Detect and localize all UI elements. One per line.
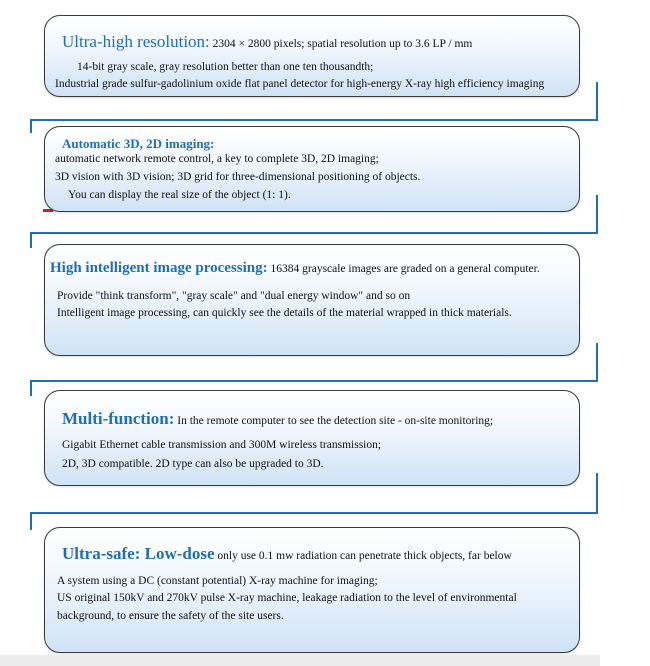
feature-panel-resolution (44, 15, 580, 97)
panel-text-line: Industrial grade sulfur-gadolinium oxide flat panel detector for high-energy X-ray high efficiency imaging (55, 78, 545, 90)
panel-heading-line (50, 259, 540, 277)
panel-text-line: background, to ensure the safety of the site users. (57, 610, 284, 622)
panel-text-line: automatic network remote control, a key to complete 3D, 2D imaging; (55, 153, 379, 165)
panel-heading-line (62, 32, 472, 52)
feature-panel-safety (44, 527, 580, 653)
panel-heading-line (62, 409, 493, 429)
connector-4-5-drop (30, 512, 32, 530)
connector-2-3-drop (30, 232, 32, 248)
panel-text-line: US original 150kV and 270kV pulse X-ray machine, leakage radiation to the level of environmental (57, 592, 517, 604)
panel-heading-detail: only use 0.1 mw radiation can penetrate thick objects, far below (214, 550, 512, 562)
panel-text-line: Provide "think transform", "gray scale" and "dual energy window" and so on (57, 290, 411, 302)
panel-heading-detail: In the remote computer to see the detection site - on-site monitoring; (174, 415, 494, 427)
panel-text-line: A system using a DC (constant potential) X-ray machine for imaging; (57, 575, 378, 587)
panel-heading: Automatic 3D, 2D imaging: (62, 136, 215, 151)
panel-heading-detail: 16384 grayscale images are graded on a general computer. (267, 263, 540, 275)
feature-panel-imaging (44, 126, 580, 212)
panel-text-line: 3D vision with 3D vision; 3D grid for three-dimensional positioning of objects. (55, 171, 421, 183)
connector-1-2-drop (30, 119, 32, 133)
panel-text-line: Gigabit Ethernet cable transmission and 300M wireless transmission; (62, 439, 382, 451)
panel-heading: Ultra-high resolution: (62, 32, 210, 51)
panel-text-line: 14-bit gray scale, gray resolution better than one ten thousandth; (77, 61, 374, 73)
panel-text-line: You can display the real size of the object (1: 1). (68, 189, 291, 201)
panel-text-line: 2D, 3D compatible. 2D type can also be upgraded to 3D. (62, 458, 324, 470)
panel-heading: Multi-function: (62, 409, 175, 428)
panel-heading: Ultra-safe: Low-dose (62, 544, 215, 563)
bottom-strip (0, 655, 600, 666)
panel-heading: High intelligent image processing: (50, 260, 268, 276)
panel-heading-detail: 2304 × 2800 pixels; spatial resolution up to 3.6 LP / mm (209, 38, 473, 50)
panel-heading-line (62, 544, 512, 564)
connector-3-4-drop (30, 380, 32, 396)
panel-text-line: Intelligent image processing, can quickly see the details of the material wrapped in thick materials. (57, 307, 512, 319)
feature-panel-multifunction (44, 390, 580, 486)
feature-panel-processing (44, 244, 580, 356)
